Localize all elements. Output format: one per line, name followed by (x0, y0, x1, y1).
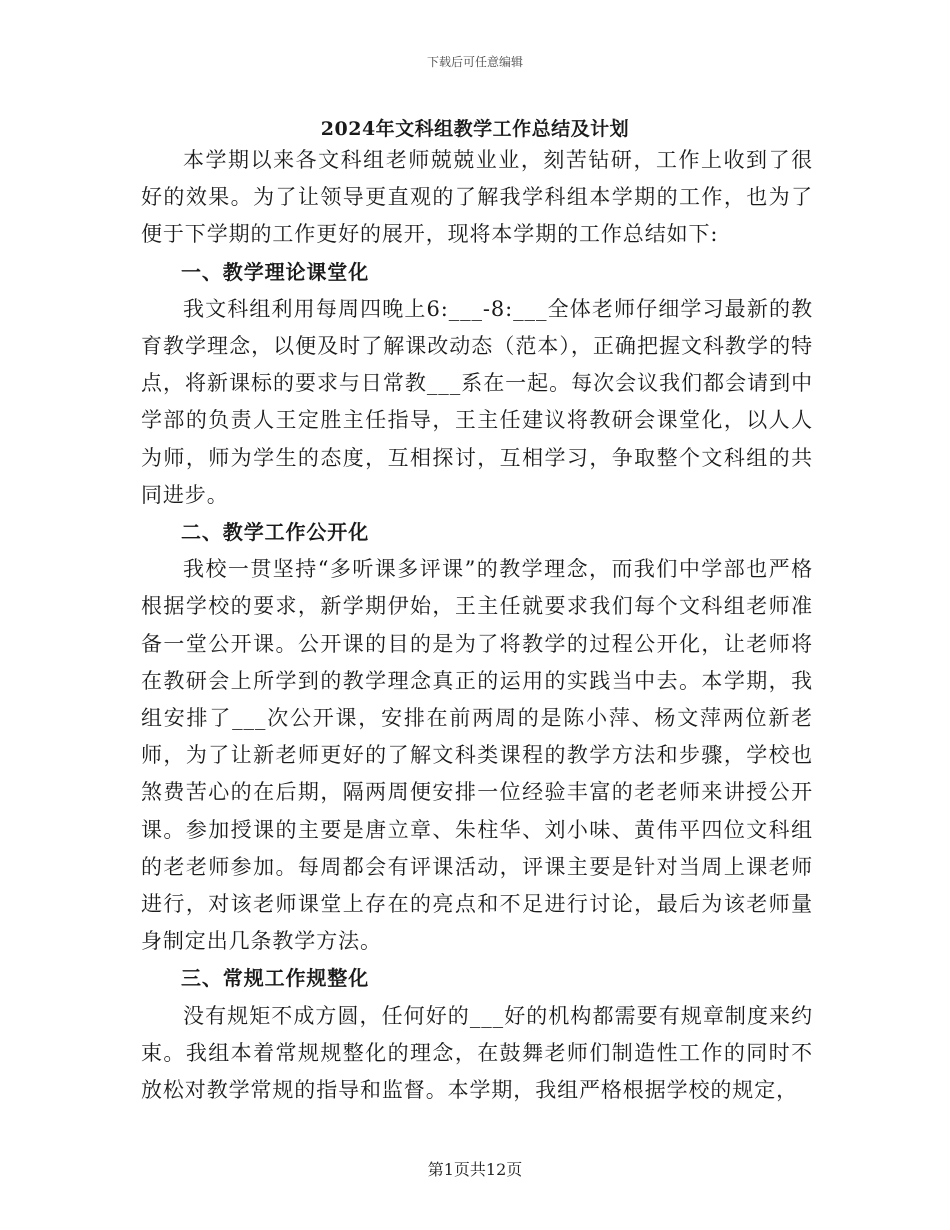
section-1-paragraph: 我文科组利用每周四晚上6:___-8:___全体老师仔细学习最新的教育教学理念，以便及时了解课改动态（范本），正确把握文科教学的特点，将新课标的要求与日常教___系在一起。每次会议我们都会请到中学部的负责人王定胜主任指导，王主任建议将教研会课堂化，以人人为师，师为学生的态度，互相探讨，互相学习，争取整个文科组的共同进步。 (141, 296, 813, 507)
page-footer: 第1页共12页 (427, 1160, 523, 1179)
section-3-paragraph: 没有规矩不成方圆，任何好的___好的机构都需要有规章制度来约束。我组本着常规规整化的理念，在鼓舞老师们制造性工作的同时不放松对教学常规的指导和监督。本学期，我组严格根据学校的规定， (141, 1003, 813, 1103)
section-heading-3: 三、常规工作规整化 (181, 966, 370, 991)
document-body (141, 142, 813, 1109)
header-note: 下载后可任意编辑 (426, 55, 523, 69)
section-2-paragraph: 我校一贯坚持“多听课多评课”的教学理念，而我们中学部也严格根据学校的要求，新学期伊始，王主任就要求我们每个文科组老师准备一堂公开课。公开课的目的是为了将教学的过程公开化，让老师将在教研会上所学到的教学理念真正的运用的实践当中去。本学期，我组安排了___次公开课，安排在前两周的是陈小萍、杨文萍两位新老师，为了让新老师更好的了解文科类课程的教学方法和步骤，学校也煞费苦心的在后期，隔两周便安排一位经验丰富的老老师来讲授公开课。参加授课的主要是唐立章、朱柱华、刘小味、黄伟平四位文科组的老老师参加。每周都会有评课活动，评课主要是针对当周上课老师进行，对该老师课堂上存在的亮点和不足进行讨论，最后为该老师量身制定出几条教学方法。 (141, 557, 813, 954)
document-title: 2024年文科组教学工作总结及计划 (320, 118, 630, 140)
section-heading-2: 二、教学工作公开化 (181, 520, 370, 545)
section-heading-1: 一、教学理论课堂化 (181, 259, 370, 284)
intro-paragraph: 本学期以来各文科组老师兢兢业业，刻苦钻研，工作上收到了很好的效果。为了让领导更直观的了解我学科组本学期的工作，也为了便于下学期的工作更好的展开，现将本学期的工作总结如下: (141, 148, 813, 247)
